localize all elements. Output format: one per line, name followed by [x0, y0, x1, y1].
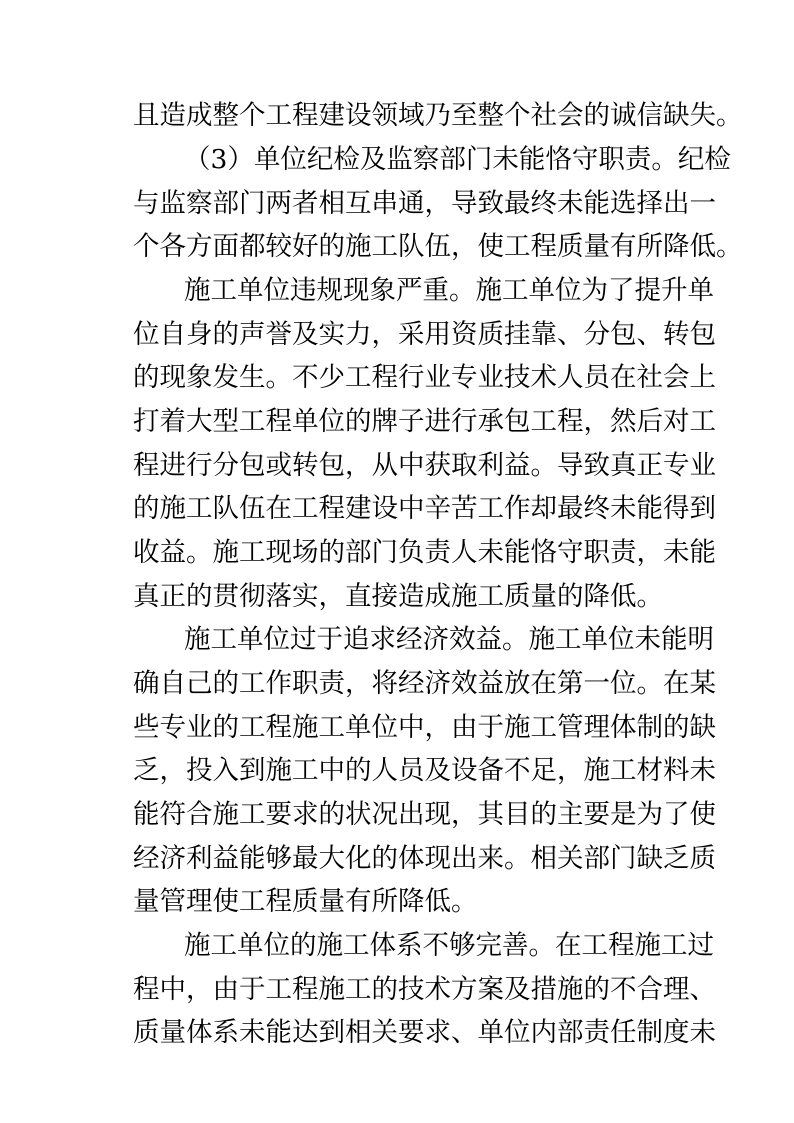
text-line: 乏，投入到施工中的人员及设备不足，施工材料未	[133, 755, 716, 786]
text-line: 程中，由于工程施工的技术方案及措施的不合理、	[133, 974, 716, 1005]
text-line: 位自身的声誉及实力，采用资质挂靠、分包、转包	[133, 319, 716, 350]
paragraph-start-line: 施工单位的施工体系不够完善。在工程施工过	[184, 930, 714, 961]
paragraph-start-line: （3）单位纪检及监察部门未能恪守职责。纪检	[184, 144, 731, 175]
text-line: 与监察部门两者相互串通，导致最终未能选择出一	[133, 188, 716, 219]
text-line: 确自己的工作职责，将经济效益放在第一位。在某	[133, 668, 716, 699]
text-line: 收益。施工现场的部门负责人未能恪守职责，未能	[133, 537, 716, 568]
text-line: 经济利益能够最大化的体现出来。相关部门缺乏质	[133, 843, 716, 874]
text-line: 些专业的工程施工单位中，由于施工管理体制的缺	[133, 712, 716, 743]
text-line: 打着大型工程单位的牌子进行承包工程，然后对工	[133, 406, 716, 437]
text-line: 且造成整个工程建设领域乃至整个社会的诚信缺失。	[133, 100, 743, 131]
paragraph-start-line: 施工单位违规现象严重。施工单位为了提升单	[184, 275, 714, 306]
text-line: 质量体系未能达到相关要求、单位内部责任制度未	[133, 1017, 716, 1048]
text-line: 的现象发生。不少工程行业专业技术人员在社会上	[133, 362, 716, 393]
text-line: 个各方面都较好的施工队伍，使工程质量有所降低。	[133, 231, 743, 262]
text-line: 量管理使工程质量有所降低。	[133, 886, 478, 917]
paragraph-start-line: 施工单位过于追求经济效益。施工单位未能明	[184, 624, 714, 655]
text-line: 真正的贯彻落实，直接造成施工质量的降低。	[133, 581, 663, 612]
text-line: 能符合施工要求的状况出现，其目的主要是为了使	[133, 799, 716, 830]
text-line: 的施工队伍在工程建设中辛苦工作却最终未能得到	[133, 493, 716, 524]
text-line: 程进行分包或转包，从中获取利益。导致真正专业	[133, 450, 716, 481]
